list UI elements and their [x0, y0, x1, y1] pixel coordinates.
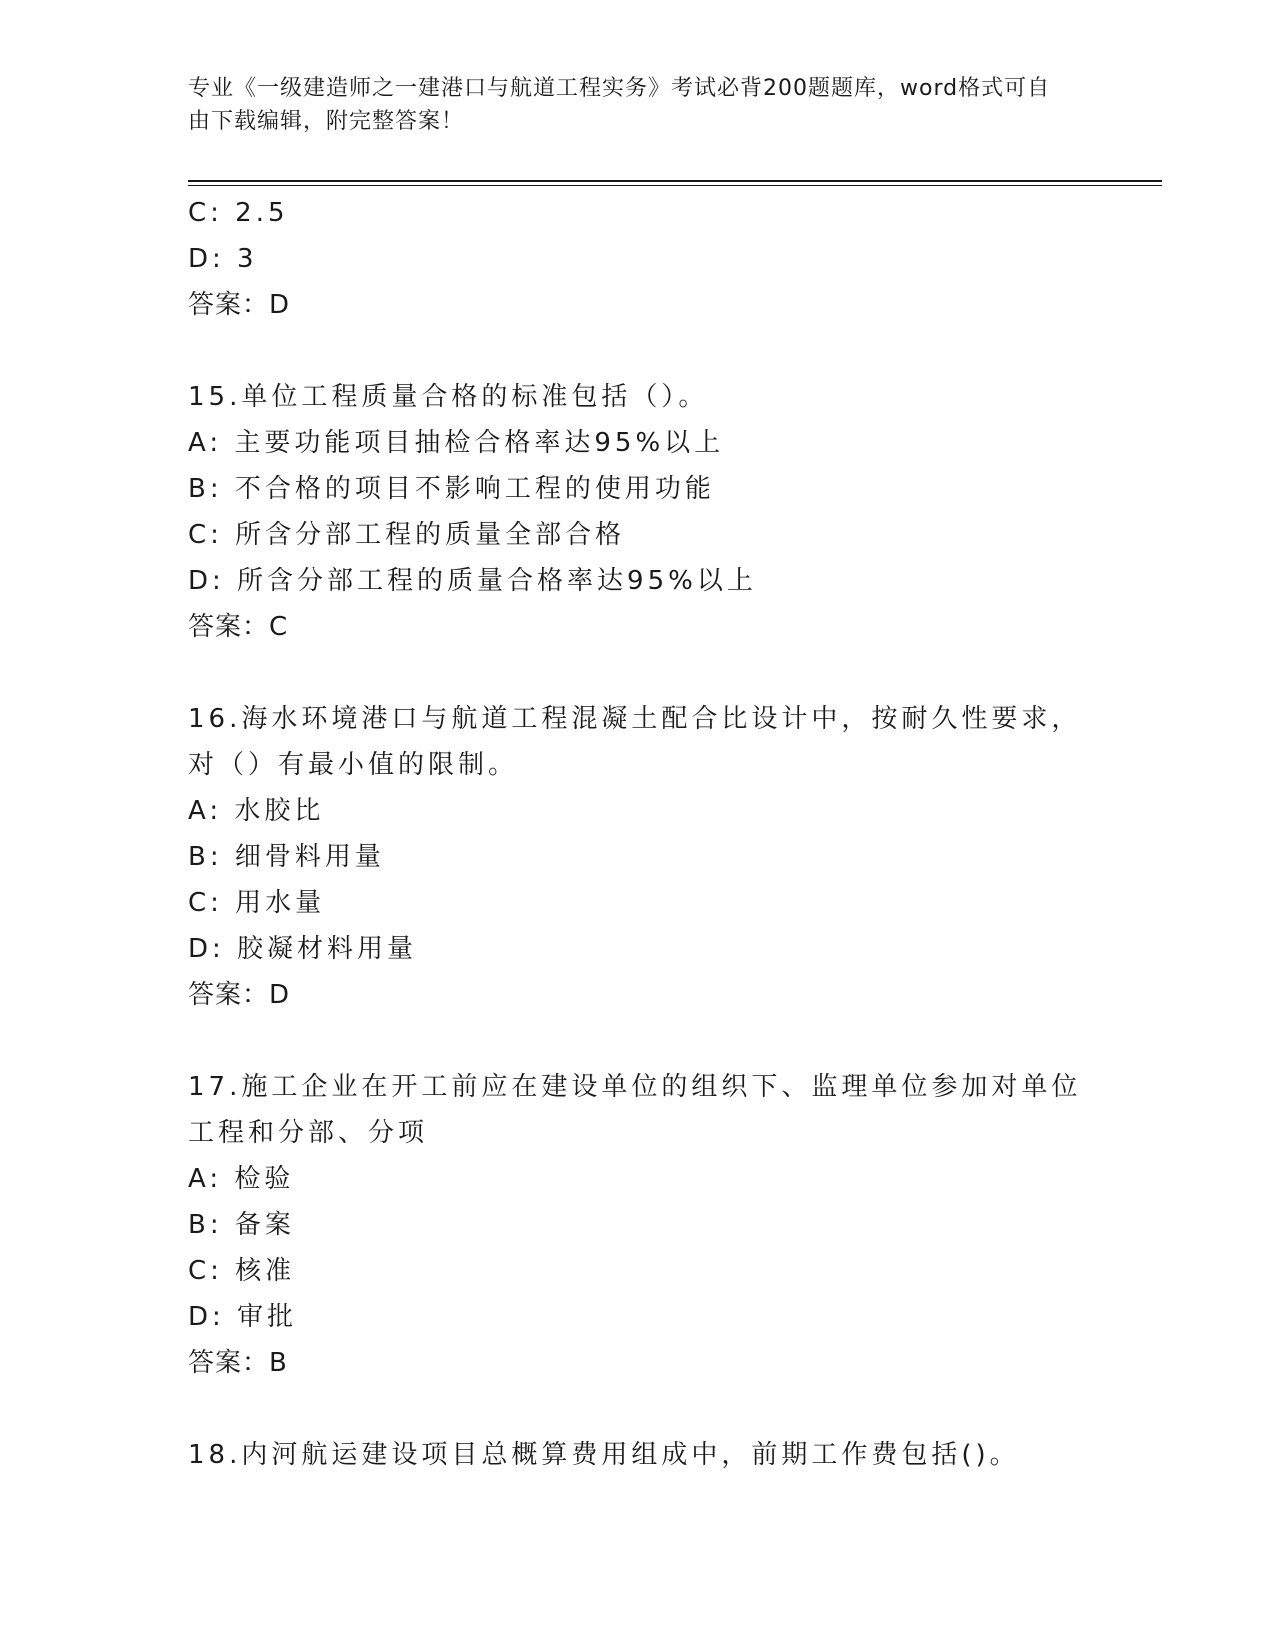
option-a: A: 主要功能项目抽检合格率达95%以上 [188, 428, 725, 458]
question-15 [188, 374, 1088, 650]
option-c: C: 核准 [188, 1256, 296, 1286]
option-d: D: 3 [188, 244, 258, 274]
option-d: D: 所含分部工程的质量合格率达95%以上 [188, 566, 757, 596]
option-c: C: 2.5 [188, 198, 289, 228]
document-header [188, 72, 1068, 138]
carryover-question [188, 190, 1088, 328]
answer-label: 答案：D [188, 980, 291, 1010]
question-stem: 16.海水环境港口与航道工程混凝土配合比设计中，按耐久性要求，对（）有最小值的限制。 [188, 704, 1082, 780]
option-a: A: 检验 [188, 1164, 295, 1194]
question-stem: 17.施工企业在开工前应在建设单位的组织下、监理单位参加对单位工程和分部、分项 [188, 1072, 1082, 1148]
option-c: C: 用水量 [188, 888, 326, 918]
header-divider-thick [188, 180, 1162, 182]
answer-label: 答案：C [188, 612, 289, 642]
question-list [188, 190, 1088, 1478]
header-divider-thin [188, 185, 1162, 186]
option-d: D: 审批 [188, 1302, 298, 1332]
option-b: B: 备案 [188, 1210, 295, 1240]
option-b: B: 不合格的项目不影响工程的使用功能 [188, 474, 715, 504]
question-stem: 18.内河航运建设项目总概算费用组成中，前期工作费包括()。 [188, 1440, 1020, 1470]
option-d: D: 胶凝材料用量 [188, 934, 418, 964]
option-a: A: 水胶比 [188, 796, 325, 826]
question-stem: 15.单位工程质量合格的标准包括（）。 [188, 382, 709, 412]
answer-label: 答案：B [188, 1348, 288, 1378]
option-c: C: 所含分部工程的质量全部合格 [188, 520, 626, 550]
option-b: B: 细骨料用量 [188, 842, 385, 872]
question-16 [188, 696, 1088, 1018]
question-17 [188, 1064, 1088, 1386]
header-title: 专业《一级建造师之一建港口与航道工程实务》考试必背200题题库，word格式可自由下载编辑，附完整答案！ [188, 76, 1051, 134]
answer-label: 答案：D [188, 290, 291, 320]
question-18 [188, 1432, 1088, 1478]
